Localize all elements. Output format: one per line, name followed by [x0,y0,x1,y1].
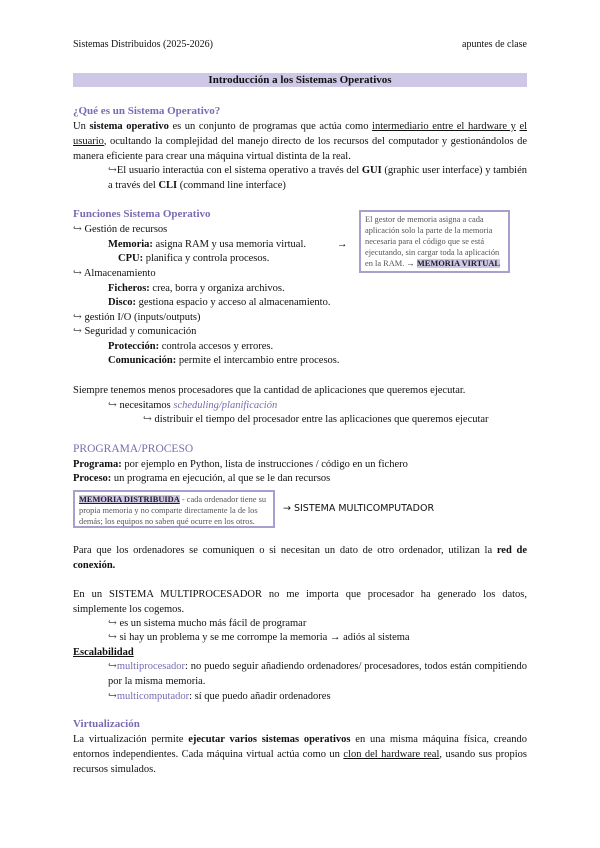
virtual-memory-note: El gestor de memoria asigna a cada aplicación solo la parte de la memoria necesaria para el código que se está ejecutando, sin cargar toda la aplicación en la RAM. → MEMORIA VIRTUAL [359,210,510,273]
memory-corruption-bullet: ↪ si hay un problema y se me corrompe la memoria → adiós al sistema [108,632,410,643]
section-heading-program-process: PROGRAMA/PROCESO [73,443,194,455]
processors-paragraph: Siempre tenemos menos procesadores que la cantidad de aplicaciones que queremos ejecutar. [73,385,466,396]
list-item-protection: Protección: controla accesos y errores. [108,341,274,352]
list-item-cpu: CPU: planifica y controla procesos. [118,253,270,264]
os-definition-paragraph: Un sistema operativo es un conjunto de programas que actúa como intermediario entre el hardware y el usuario, ocultando la complejidad del manejo directo de los recursos del computador y gestionándolos de manera eficiente para crear una máquina virtual distinta de la real. [73,121,528,162]
list-item-security: ↪ Seguridad y comunicación [73,326,197,337]
easy-programming-bullet: ↪ es un sistema mucho más fácil de programar [108,618,307,629]
header-course: Sistemas Distribuidos (2025-2026) [73,39,213,50]
list-item-storage: ↪ Almacenamiento [73,268,156,279]
arrow-to-note-icon: → [337,239,348,250]
page-title: Introducción a los Sistemas Operativos [73,73,527,87]
section-heading-os-functions: Funciones Sistema Operativo [73,208,211,220]
os-interaction-paragraph: ↪El usuario interactúa con el sistema operativo a través del GUI (graphic user interface) y también a través del CLI (command line interface) [108,165,527,191]
distributed-memory-note: MEMORIA DISTRIBUIDA - cada ordenador tiene su propia memoria y no comparte directamente la de los demás; los equipos no saben qué ocurre en los otros. [73,490,275,528]
section-heading-what-is-os: ¿Qué es un Sistema Operativo? [73,105,221,117]
list-item-memory: Memoria: asigna RAM y usa memoria virtual. [108,239,307,250]
multicomputer-system-label: → SISTEMA MULTICOMPUTADOR [283,503,435,514]
multiprocessor-paragraph: En un SISTEMA MULTIPROCESADOR no me importa que procesador ha generado los datos, simplemente los cogemos. [73,589,527,615]
list-item-files: Ficheros: crea, borra y organiza archivos. [108,283,285,294]
multicomputer-scalability: ↪multicomputador: sí que puedo añadir ordenadores [108,691,331,702]
program-definition: Programa: por ejemplo en Python, lista de instrucciones / código en un fichero [73,459,408,470]
list-item-communication: Comunicación: permite el intercambio entre procesos. [108,355,340,366]
list-item-disk: Disco: gestiona espacio y acceso al almacenamiento. [108,297,331,308]
distribute-time-bullet: ↪ distribuir el tiempo del procesador entre las aplicaciones que queremos ejecutar [143,414,489,425]
list-item-resources: ↪ Gestión de recursos [73,224,168,235]
header-notes-label: apuntes de clase [462,39,527,50]
list-item-io: ↪ gestión I/O (inputs/outputs) [73,312,201,323]
multiprocessor-scalability: ↪multiprocesador: no puedo seguir añadiendo ordenadores/ procesadores, todos están compitiendo por la misma memoria. [108,661,527,687]
process-definition: Proceso: un programa en ejecución, al que se le dan recursos [73,473,331,484]
scheduling-bullet: ↪ necesitamos scheduling/planificación [108,400,278,411]
section-heading-virtualization: Virtualización [73,718,140,730]
connection-network-paragraph: Para que los ordenadores se comuniquen o si necesitan un dato de otro ordenador, utilizan la red de conexión. [73,545,527,571]
scalability-heading: Escalabilidad [73,647,134,658]
virtualization-paragraph: La virtualización permite ejecutar varios sistemas operativos en una misma máquina física, creando entornos independientes. Cada máquina virtual actúa como un clon del hardware real, usando sus propios recursos simulados. [73,734,527,775]
